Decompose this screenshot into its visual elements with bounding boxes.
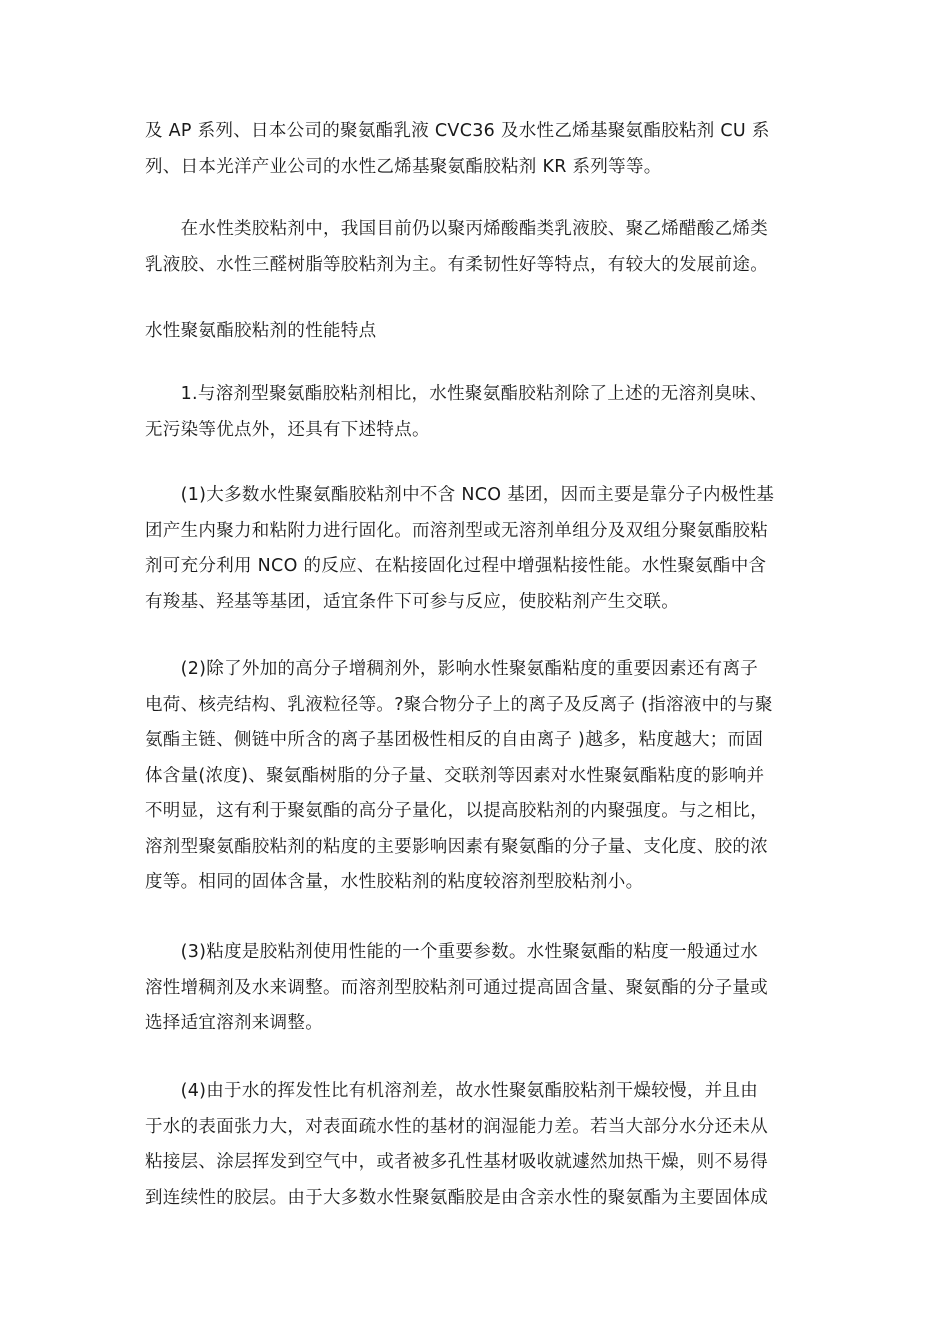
text-line: 不明显，这有利于聚氨酯的高分子量化，以提高胶粘剂的内聚强度。与之相比，	[145, 801, 768, 821]
text-line: (3)粘度是胶粘剂使用性能的一个重要参数。水性聚氨酯的粘度一般通过水	[145, 942, 759, 962]
paragraph-domestic-adhesives	[145, 212, 815, 283]
paragraph-item-1	[145, 478, 815, 620]
text-line: 列、日本光洋产业公司的水性乙烯基聚氨酯胶粘剂 KR 系列等等。	[145, 156, 662, 177]
text-line: 体含量(浓度)、聚氨酯树脂的分子量、交联剂等因素对水性聚氨酯粘度的影响并	[145, 765, 765, 786]
text-line: 溶剂型聚氨酯胶粘剂的粘度的主要影响因素有聚氨酯的分子量、支化度、胶的浓	[145, 836, 768, 857]
text-line: 度等。相同的固体含量，水性胶粘剂的粘度较溶剂型胶粘剂小。	[145, 872, 644, 892]
paragraph-item-3	[145, 935, 815, 1042]
text-line: 乳液胶、水性三醛树脂等胶粘剂为主。有柔韧性好等特点，有较大的发展前途。	[145, 254, 768, 275]
text-line: 剂可充分利用 NCO 的反应、在粘接固化过程中增强粘接性能。水性聚氨酯中含	[145, 556, 767, 576]
text-line: 无污染等优点外，还具有下述特点。	[145, 419, 430, 440]
paragraph-item-4	[145, 1074, 815, 1216]
text-line: 选择适宜溶剂来调整。	[145, 1013, 323, 1033]
text-line: 在水性类胶粘剂中，我国目前仍以聚丙烯酸酯类乳液胶、聚乙烯醋酸乙烯类	[145, 219, 768, 239]
text-line: 团产生内聚力和粘附力进行固化。而溶剂型或无溶剂单组分及双组分聚氨酯胶粘	[145, 520, 768, 541]
text-line: 电荷、核壳结构、乳液粒径等。?聚合物分子上的离子及反离子 (指溶液中的与聚	[145, 694, 773, 715]
text-line: 氨酯主链、侧链中所含的离子基团极性相反的自由离子 )越多，粘度越大；而固	[145, 730, 764, 750]
text-line: 溶性增稠剂及水来调整。而溶剂型胶粘剂可通过提高固含量、聚氨酯的分子量或	[145, 977, 768, 998]
text-line: 有羧基、羟基等基团，适宜条件下可参与反应，使胶粘剂产生交联。	[145, 591, 679, 612]
text-line: 于水的表面张力大，对表面疏水性的基材的润湿能力差。若当大部分水分还未从	[145, 1116, 768, 1137]
text-line: 及 AP 系列、日本公司的聚氨酯乳液 CVC36 及水性乙烯基聚氨酯胶粘剂 CU 系	[145, 121, 770, 141]
text-line: 粘接层、涂层挥发到空气中，或者被多孔性基材吸收就遽然加热干燥，则不易得	[145, 1152, 768, 1172]
section-heading	[145, 314, 815, 350]
text-line: 1.与溶剂型聚氨酯胶粘剂相比，水性聚氨酯胶粘剂除了上述的无溶剂臭味、	[145, 384, 768, 404]
paragraph-product-series	[145, 114, 815, 185]
text-line: (4)由于水的挥发性比有机溶剂差，故水性聚氨酯胶粘剂干燥较慢，并且由	[145, 1081, 759, 1101]
text-line: (1)大多数水性聚氨酯胶粘剂中不含 NCO 基团，因而主要是靠分子内极性基	[145, 485, 775, 505]
text-line: 到连续性的胶层。由于大多数水性聚氨酯胶是由含亲水性的聚氨酯为主要固体成	[145, 1187, 768, 1208]
paragraph-point-1	[145, 377, 815, 448]
text-line: (2)除了外加的高分子增稠剂外，影响水性聚氨酯粘度的重要因素还有离子	[145, 659, 759, 679]
heading-text: 水性聚氨酯胶粘剂的性能特点	[145, 321, 377, 341]
paragraph-item-2	[145, 652, 815, 901]
